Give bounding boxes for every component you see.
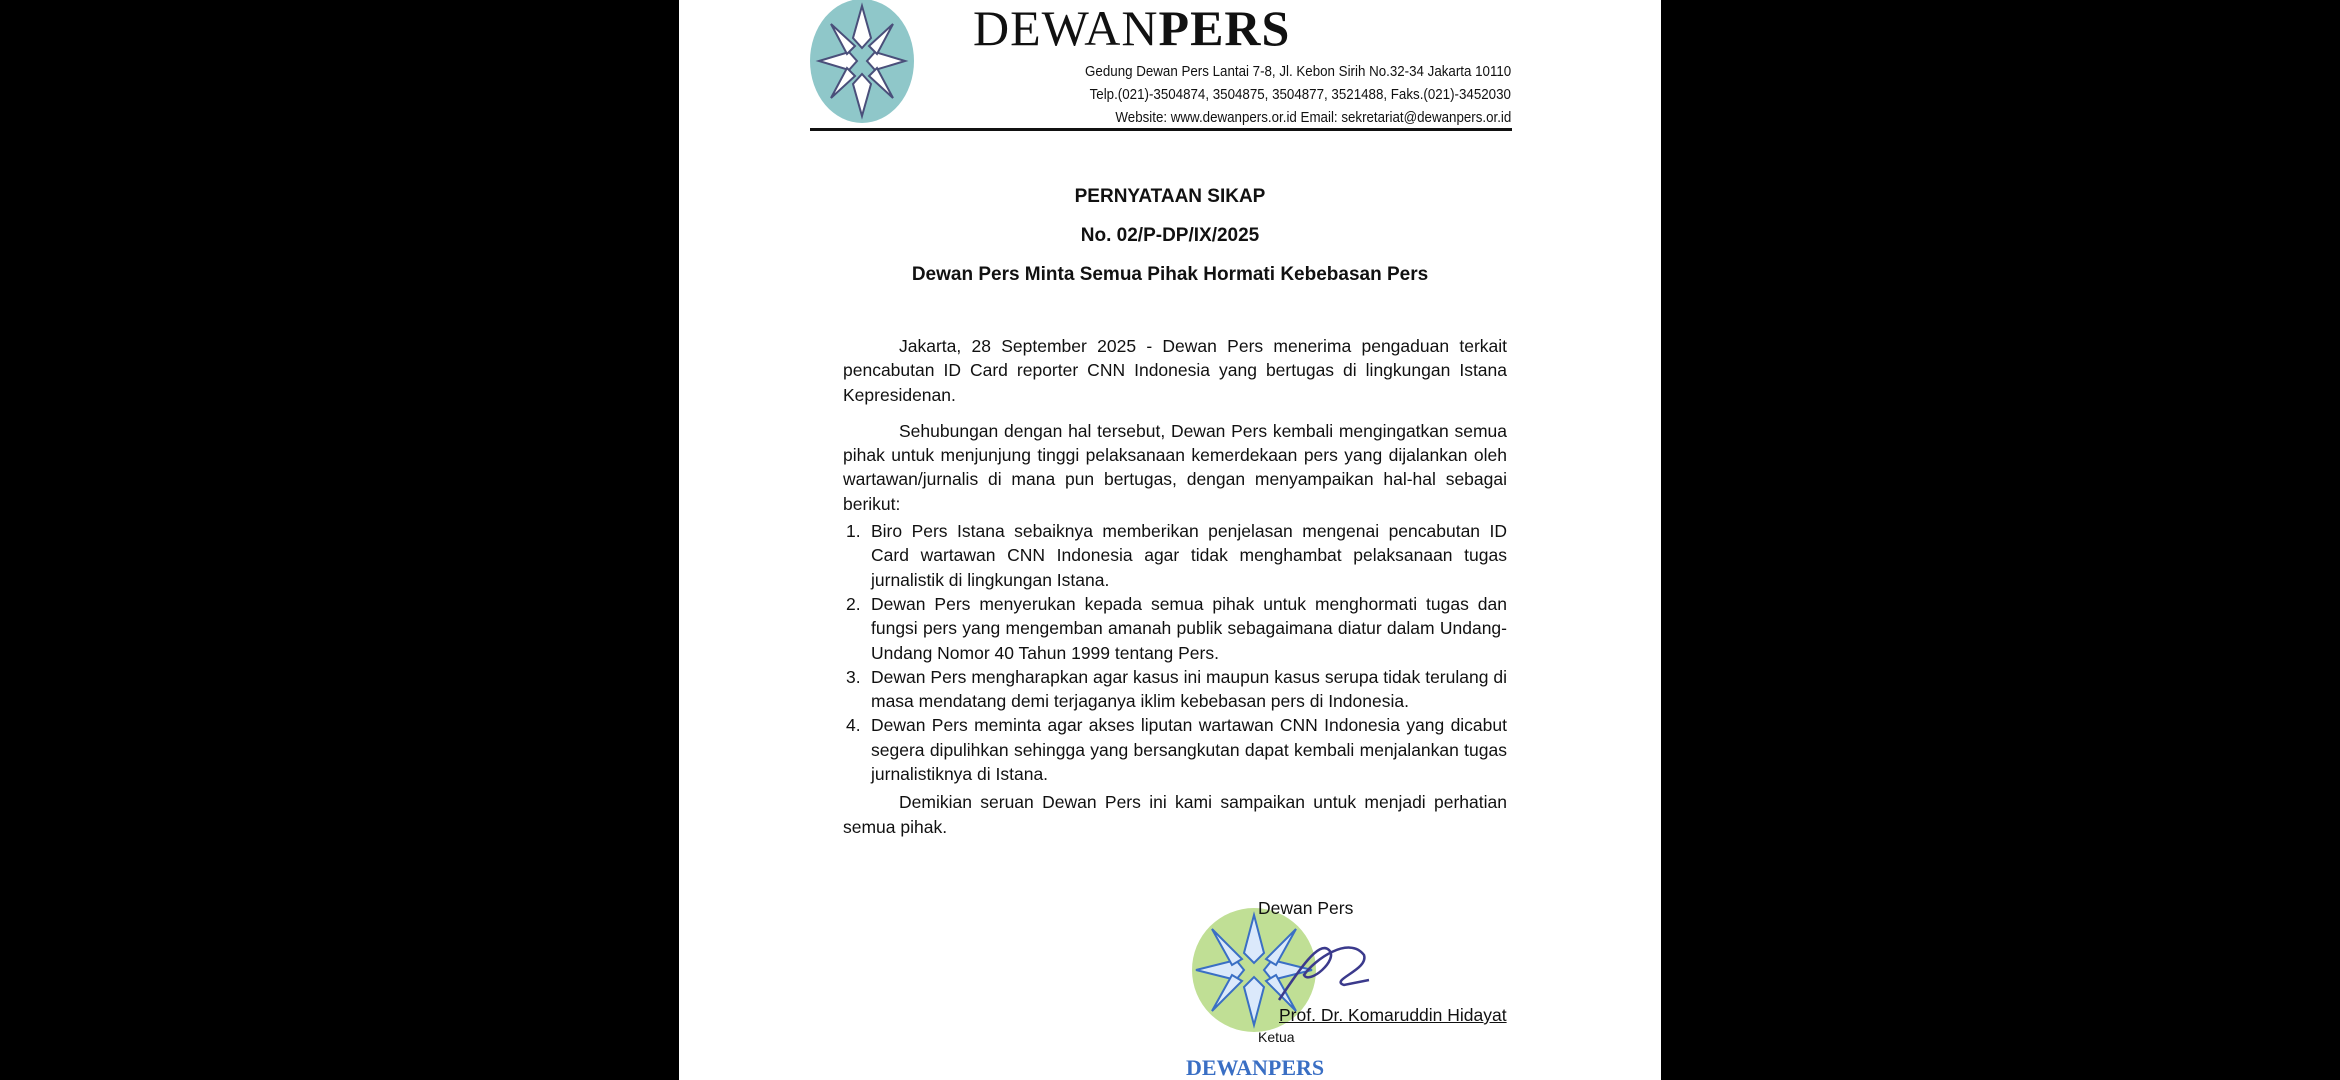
phone: Telp.(021)-3504874, 3504875, 3504877, 3521488, Faks.(021)-3452030 [1089, 87, 1511, 103]
address: Gedung Dewan Pers Lantai 7-8, Jl. Kebon Sirih No.32-34 Jakarta 10110 [1084, 64, 1511, 80]
signature-org: Dewan Pers [1258, 898, 1354, 918]
signature-icon [1269, 930, 1379, 1002]
brand-name: DEWANPERS [973, 0, 1291, 56]
header-rule [810, 128, 1512, 131]
list-item: 2. Dewan Pers menyerukan kepada semua pihak untuk menghormati tugas dan fungsi pers yang mengemban amanah publik sebagaimana diatur dalam Undang-Undang Nomor 40 Tahun 1999 tentang Pers. [846, 593, 1507, 663]
svg-text:DEWANPERS: DEWANPERS [1186, 1055, 1324, 1080]
doc-title: PERNYATAAN SIKAP [1074, 186, 1266, 207]
paragraph: Sehubungan dengan hal tersebut, Dewan Pers kembali mengingatkan semua pihak untuk menjunjung tinggi pelaksanaan kemerdekaan pers yang dijalankan oleh wartawan/jurnalis di mana pun bertugas, dengan menyampaikan hal-hal sebagai berikut: [843, 420, 1507, 514]
signatory-role: Ketua [1258, 1029, 1295, 1045]
list-item: 4. Dewan Pers meminta agar akses liputan wartawan CNN Indonesia yang dicabut segera dipulihkan sehingga yang bersangkutan dapat kembali menjalankan tugas jurnalistiknya di Istana. [846, 715, 1507, 785]
closing-paragraph: Demikian seruan Dewan Pers ini kami sampaikan untuk menjadi perhatian semua pihak. [843, 792, 1507, 837]
list-item: 3. Dewan Pers mengharapkan agar kasus ini maupun kasus serupa tidak terulang di masa mendatang demi terjaganya iklim kebebasan pers di Indonesia. [846, 666, 1507, 712]
signatory-name: Prof. Dr. Komaruddin Hidayat [1279, 1005, 1507, 1025]
document-body [843, 334, 1507, 839]
list-item: 1. Biro Pers Istana sebaiknya memberikan penjelasan mengenai pencabutan ID Card wartawan CNN Indonesia agar tidak menghambat pelaksanaan tugas jurnalistik di lingkungan Istana. [846, 521, 1507, 590]
document-page [679, 0, 1661, 1080]
doc-number: No. 02/P-DP/IX/2025 [1080, 225, 1260, 246]
dewan-pers-logo-icon [809, 0, 919, 138]
website-email: Website: www.dewanpers.or.id Email: sekretariat@dewanpers.or.id [1115, 110, 1511, 126]
doc-subtitle: Dewan Pers Minta Semua Pihak Hormati Kebebasan Pers [911, 264, 1429, 285]
paragraph: Jakarta, 28 September 2025 - Dewan Pers menerima pengaduan terkait pencabutan ID Card reporter CNN Indonesia yang bertugas di lingkungan Istana Kepresidenan. [843, 336, 1507, 405]
